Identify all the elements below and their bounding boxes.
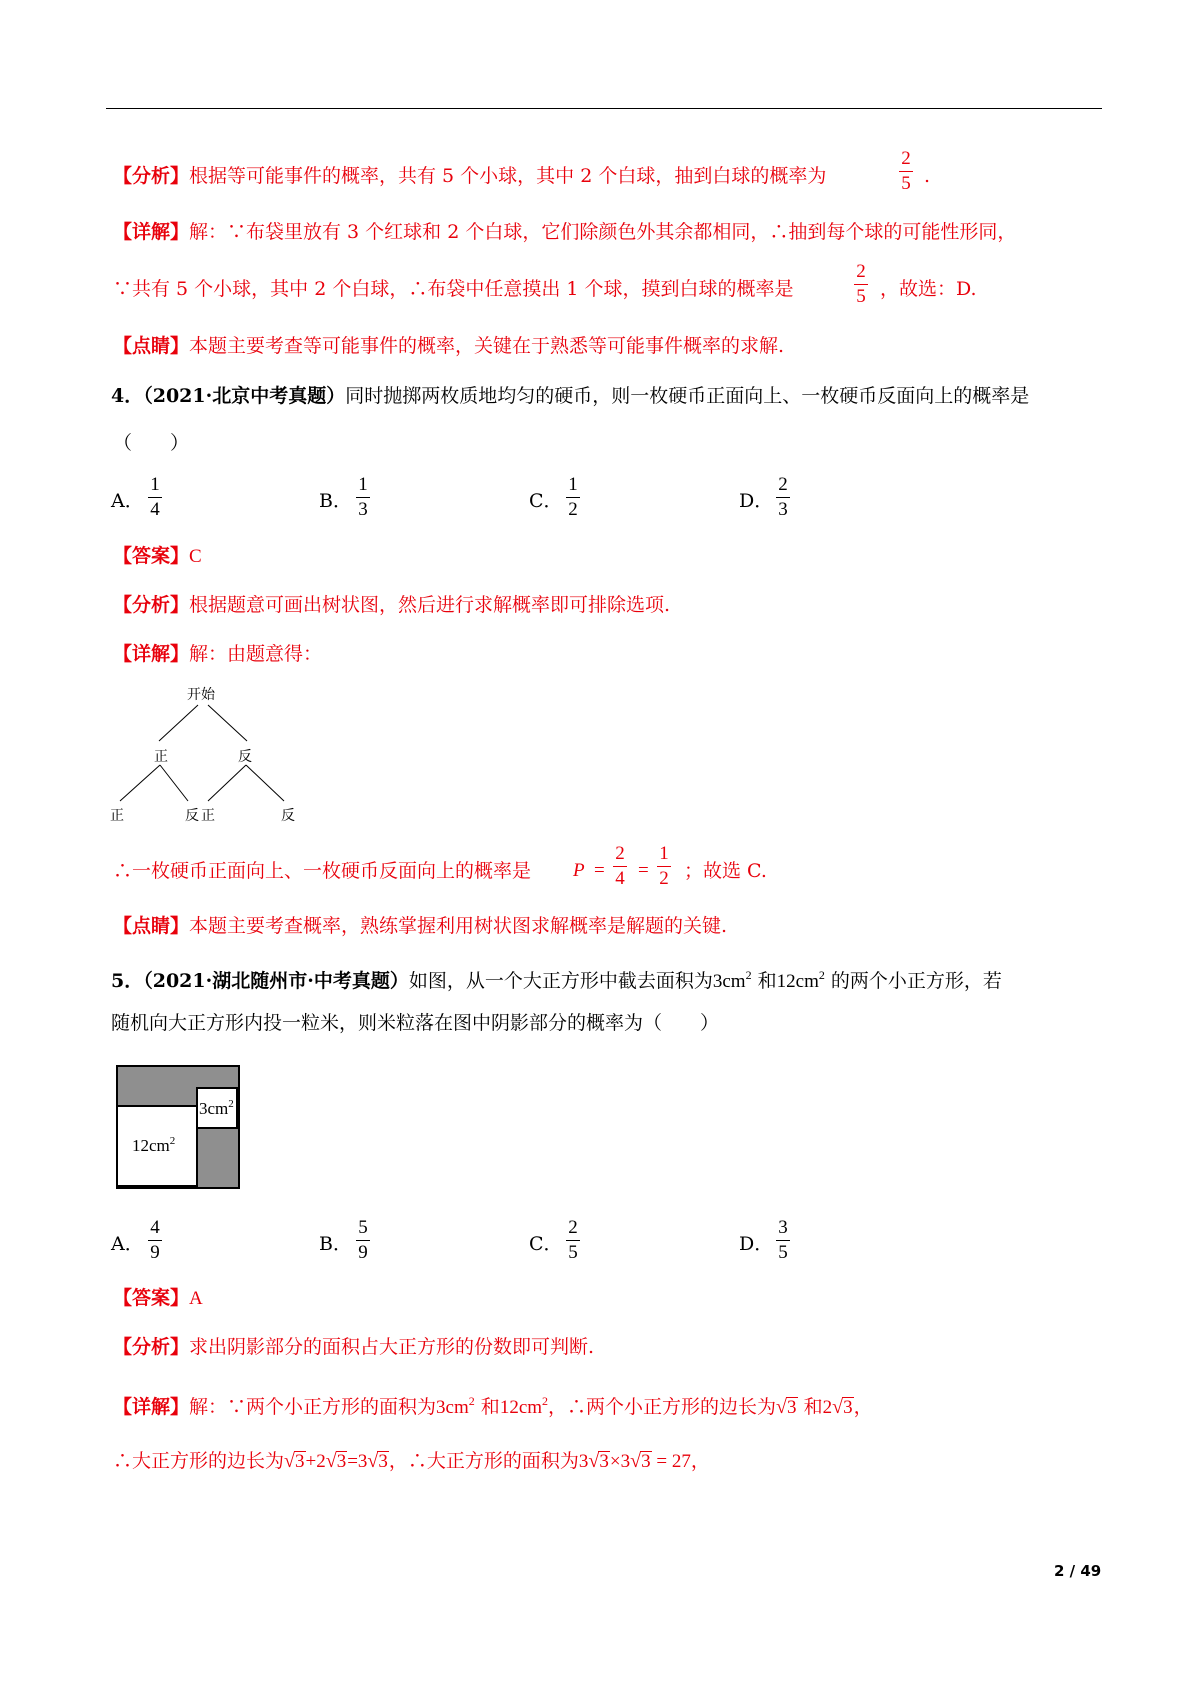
q5-analysis: 【分析】求出阴影部分的面积占大正方形的份数即可判断.	[113, 1336, 595, 1358]
large-square-label: 12cm	[132, 1136, 170, 1155]
q4-comment: 【点睛】本题主要考查概率，熟练掌握利用树状图求解概率是解题的关键.	[113, 915, 728, 937]
tree-node: 正	[154, 749, 168, 765]
large-square: $12cm^2$	[116, 1105, 198, 1187]
question-source: （2021·湖北随州市·中考真题）	[143, 970, 409, 992]
tree-diagram	[108, 680, 308, 830]
answer-blank: （ ）	[113, 432, 190, 454]
small-square-label: 3cm	[199, 1099, 229, 1118]
denominator: 5	[901, 173, 911, 194]
q3-detail-line1: 【详解】解：∵布袋里放有 3 个红球和 2 个白球，它们除颜色外其余都相同，∴抽到每个球的可能性形同，	[113, 221, 1017, 243]
analysis-label: 【分析】	[113, 165, 190, 187]
detail-label: 【详解】	[113, 221, 190, 243]
q3-analysis	[113, 163, 826, 189]
q5-answer: 【答案】A	[113, 1287, 203, 1309]
q4-answer: 【答案】C	[113, 545, 202, 567]
option-b-fraction: 1 3	[356, 474, 370, 521]
squares-figure	[116, 1065, 240, 1189]
page-number: 2 / 49	[1054, 1562, 1102, 1580]
tree-node: 反	[238, 749, 252, 765]
q3-comment: 【点睛】本题主要考查等可能事件的概率，关键在于熟悉等可能事件概率的求解.	[113, 335, 785, 357]
area-product-expression: 3√3×3√3 = 27	[578, 1450, 691, 1472]
numerator: 2	[901, 148, 911, 169]
option-d-fraction: 2 3	[776, 474, 790, 521]
sqrt-expression: √3	[776, 1396, 797, 1418]
question-number: 4．	[111, 385, 144, 407]
question-number: 5．	[111, 970, 144, 992]
sqrt-expression: 2√3	[822, 1396, 853, 1418]
tree-leaf: 正	[201, 808, 215, 824]
fraction: 1 2	[657, 843, 671, 890]
analysis-end: .	[924, 165, 931, 187]
tree-leaf: 反	[185, 808, 199, 824]
option-a-fraction: 1 4	[148, 474, 162, 521]
side-sum-expression: √3+2√3=3√3	[284, 1450, 388, 1472]
analysis-text: 根据等可能事件的概率，共有 5 个小球，其中 2 个白球，抽到白球的概率为	[189, 165, 827, 187]
question-source: （2021·北京中考真题）	[143, 385, 346, 407]
q5-stem-line1: 5．（2021·湖北随州市·中考真题）如图，从一个大正方形中截去面积为$3cm^2$ 和$12cm^2$ 的两个小正方形，若	[111, 968, 1002, 992]
q5-detail-line1: 【详解】解：∵两个小正方形的面积为$3cm^2$ 和$12cm^2$，∴两个小正方形的边长为√3 和2√3，	[113, 1394, 873, 1418]
q5-stem-line2: 随机向大正方形内投一粒米，则米粒落在图中阴影部分的概率为（ ）	[111, 1012, 720, 1034]
q5-detail-line2: ∴大正方形的边长为√3+2√3=3√3，∴大正方形的面积为3√3×3√3 = 27，	[113, 1450, 710, 1472]
option-b-fraction: 5 9	[356, 1217, 370, 1264]
fraction	[899, 148, 913, 195]
q3-detail-line2: ∵共有 5 个小球，其中 2 个白球，∴布袋中任意摸出 1 个球，摸到白球的概率是	[113, 278, 794, 300]
probability-variable: P	[573, 860, 585, 881]
option-c-fraction: 2 5	[566, 1217, 580, 1264]
q4-conclusion: ∴一枚硬币正面向上、一枚硬币反面向上的概率是	[113, 860, 532, 882]
q4-analysis: 【分析】根据题意可画出树状图，然后进行求解概率即可排除选项.	[113, 594, 671, 616]
option-c-fraction: 1 2	[566, 474, 580, 521]
header-rule	[106, 108, 1102, 109]
small-square: $3cm^2$	[196, 1087, 238, 1129]
option-a-fraction: 4 9	[148, 1217, 162, 1264]
q4-detail: 【详解】解：由题意得：	[113, 643, 323, 665]
tree-leaf: 正	[110, 808, 124, 824]
tree-leaf: 反	[281, 808, 295, 824]
tree-root: 开始	[187, 687, 215, 703]
option-d-fraction: 3 5	[776, 1217, 790, 1264]
detail-end: ，故选：D.	[880, 278, 977, 300]
fraction: 2 5	[854, 261, 868, 308]
fraction: 2 4	[613, 843, 627, 890]
q4-stem: 4．（2021·北京中考真题）同时抛掷两枚质地均匀的硬币，则一枚硬币正面向上、一枚硬币反面向上的概率是	[111, 385, 1030, 407]
